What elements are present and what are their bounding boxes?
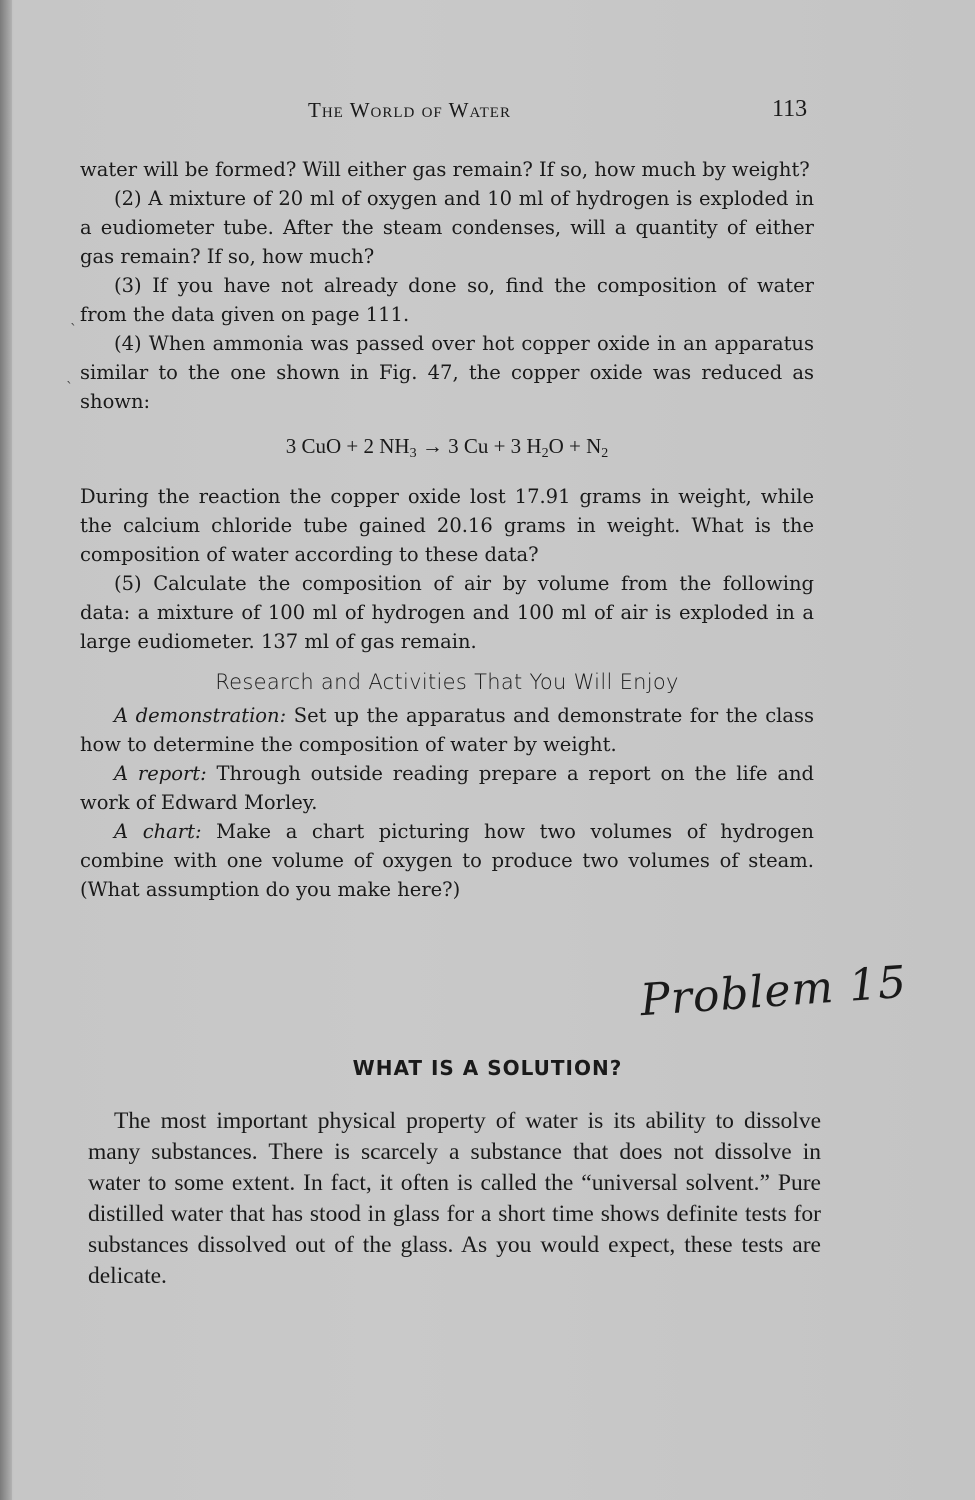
activity-text: Through outside reading prepare a report on the life and work of Edward Morley. bbox=[80, 762, 815, 814]
pencil-tick-mark: ˎ bbox=[66, 368, 73, 384]
equation-subscript: 2 bbox=[541, 446, 549, 461]
solution-paragraph: The most important physical property of water is its ability to dissolve many substances. There is scarcely a substance that does not dissolve in water to some extent. In fact, it often is called the “universal solvent.” Pure distilled water that has stood in glass for a short time shows definite tests for substances dissolved out of the glass. As you would expect, these tests are delicate. bbox=[88, 1108, 821, 1289]
exercise-3: (3) If you have not already done so, find the composition of water from the data given on page 111. bbox=[80, 274, 814, 326]
page-header bbox=[0, 98, 975, 128]
pencil-tick-mark: ˎ bbox=[70, 310, 77, 326]
activity-label: A chart: bbox=[114, 820, 202, 843]
equation-subscript: 2 bbox=[601, 446, 609, 461]
page-number: 113 bbox=[772, 96, 808, 122]
running-title: The World of Water bbox=[308, 98, 511, 122]
activity-report bbox=[80, 759, 814, 817]
exercise-5: (5) Calculate the composition of air by volume from the following data: a mixture of 100 ml of hydrogen and 100 ml of air is exploded in a large eudiometer. 137 ml of gas remain. bbox=[80, 572, 814, 653]
equation-subscript: 3 bbox=[409, 446, 417, 461]
exercises-section bbox=[80, 155, 814, 904]
activity-text: Make a chart picturing how two volumes of hydrogen combine with one volume of oxygen to produce two volumes of steam. (What assumption do you make here?) bbox=[80, 820, 814, 901]
exercise-4-continued: During the reaction the copper oxide lost 17.91 grams in weight, while the calcium chloride tube gained 20.16 grams in weight. What is the composition of water according to these data? bbox=[80, 485, 814, 566]
activity-label: A demonstration: bbox=[114, 704, 287, 727]
activity-chart bbox=[80, 817, 814, 904]
page-spine-shadow bbox=[0, 0, 12, 1500]
exercise-continuation: water will be formed? Will either gas remain? If so, how much by weight? bbox=[80, 158, 810, 181]
activity-label: A report: bbox=[114, 762, 207, 785]
exercise-2: (2) A mixture of 20 ml of oxygen and 10 ml of hydrogen is exploded in a eudiometer tube. After the steam condenses, will a quantity of either gas remain? If so, how much? bbox=[80, 187, 814, 268]
equation-part: O + N bbox=[548, 434, 602, 458]
equation-part: → 3 Cu + 3 H bbox=[416, 434, 542, 458]
problem-script-label: Problem 15 bbox=[638, 956, 909, 1027]
section-title: WHAT IS A SOLUTION? bbox=[352, 1056, 623, 1080]
equation-part: 3 CuO + 2 NH bbox=[285, 434, 410, 458]
exercise-4: (4) When ammonia was passed over hot copper oxide in an apparatus similar to the one shown in Fig. 47, the copper oxide was reduced as shown: bbox=[80, 332, 814, 413]
activity-demonstration bbox=[80, 701, 814, 759]
research-heading: Research and Activities That You Will Enjoy bbox=[215, 670, 679, 694]
chemical-equation bbox=[80, 432, 814, 468]
activity-text: Set up the apparatus and demonstrate for the class how to determine the composition of water by weight. bbox=[80, 704, 814, 756]
